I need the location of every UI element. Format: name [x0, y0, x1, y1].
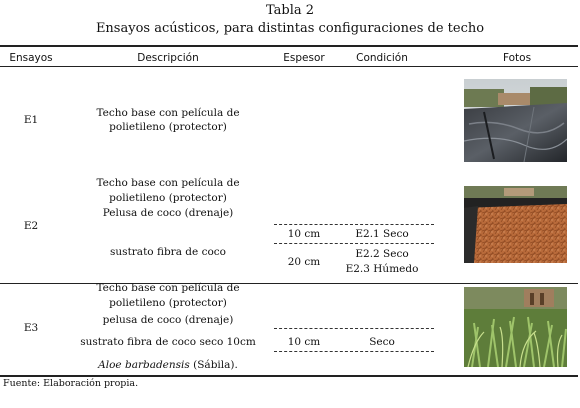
header-espesor: Espesor — [283, 52, 325, 64]
table-caption-label: Tabla 2 — [265, 3, 315, 18]
row-e3-desc-line1: Techo base con película de — [96, 282, 240, 294]
row-e2-divider-mid — [274, 243, 434, 244]
header-bottom-rule — [0, 66, 578, 67]
header-descripcion: Descripción — [137, 52, 199, 64]
row-e1-desc-line2: polietileno (protector) — [109, 121, 227, 133]
photo-e2-coconut-substrate — [464, 186, 567, 263]
photo-e1-polyethylene-roof — [464, 79, 567, 162]
row-e3-espesor: 10 cm — [287, 336, 321, 348]
table-top-rule — [0, 45, 578, 47]
row-e2-condicion-3: E2.3 Húmedo — [345, 263, 419, 275]
header-ensayos: Ensayos — [9, 52, 53, 64]
row-e1-id: E1 — [23, 114, 39, 126]
row-e3-desc-line4: sustrato fibra de coco seco 10cm — [80, 336, 256, 348]
row-e3-desc-line2: polietileno (protector) — [109, 297, 227, 309]
photo-e3-aloe-plants — [464, 287, 567, 367]
row-e2-espesor-2: 20 cm — [287, 256, 321, 268]
row-e3-divider-bottom — [274, 351, 434, 352]
row-e2-desc-line3: Pelusa de coco (drenaje) — [102, 207, 234, 219]
table-caption-title: Ensayos acústicos, para distintas configuraciones de techo — [95, 21, 485, 36]
row-e3-desc-line3: pelusa de coco (drenaje) — [102, 314, 234, 326]
row-e2-espesor-1: 10 cm — [287, 228, 321, 240]
table-source-note: Fuente: Elaboración propia. — [3, 378, 139, 389]
row-e2-divider-top — [274, 224, 434, 225]
row-e3-id: E3 — [23, 322, 39, 334]
species-common-name: (Sábila). — [189, 359, 238, 371]
species-scientific-name: Aloe barbadensis — [98, 359, 190, 371]
row-e2-condicion-2: E2.2 Seco — [355, 248, 409, 260]
row-e3-desc-species — [98, 359, 238, 372]
row-e2-desc-line2: polietileno (protector) — [109, 192, 227, 204]
row-e3-condicion: Seco — [369, 336, 395, 348]
row-e3-divider-top — [274, 328, 434, 329]
row-e1-desc-line1: Techo base con película de — [96, 107, 240, 119]
row-e2-desc-line4: sustrato fibra de coco — [110, 246, 226, 258]
row-e2-bottom-rule — [0, 283, 578, 284]
row-e2-condicion-1: E2.1 Seco — [355, 228, 409, 240]
header-fotos: Fotos — [502, 52, 532, 64]
row-e2-id: E2 — [23, 220, 39, 232]
header-condicion: Condición — [356, 52, 408, 64]
row-e2-desc-line1: Techo base con película de — [96, 177, 240, 189]
